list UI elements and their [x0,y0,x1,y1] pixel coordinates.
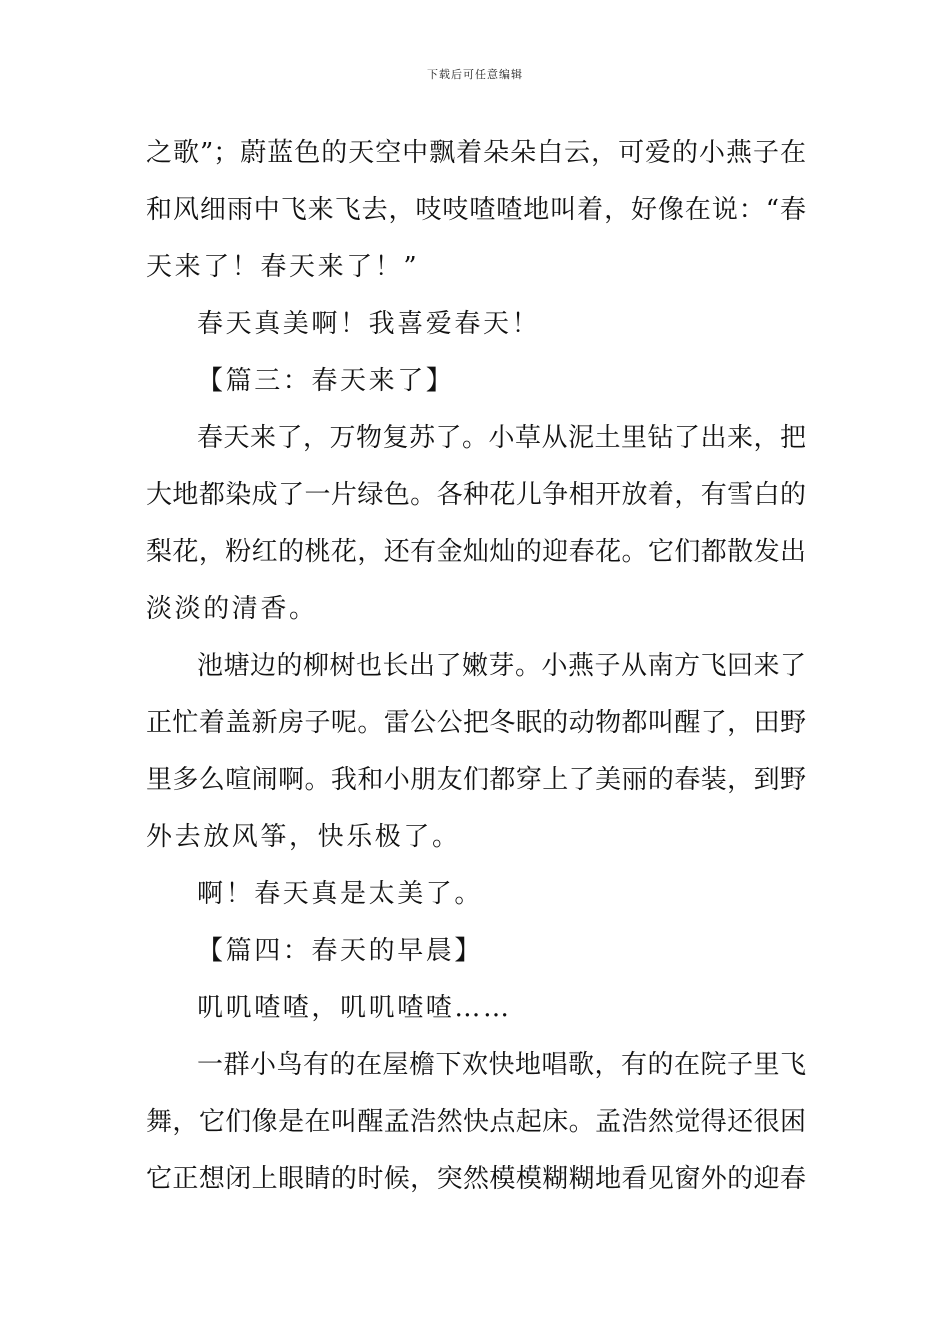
paragraph-line: 春天来了，万物复苏了。小草从泥土里钻了出来，把 [197,423,806,453]
text-line: 外去放风筝，快乐极了。 [146,822,461,852]
text-line: 之歌”；蔚蓝色的天空中飘着朵朵白云，可爱的小燕子在 [146,138,806,168]
text-line: 里多么喧闹啊。我和小朋友们都穿上了美丽的春装，到野 [146,765,806,795]
section-heading: 【篇三：春天来了】 [197,366,455,396]
paragraph-line: 啊！春天真是太美了。 [197,879,484,909]
text-line: 它正想闭上眼睛的时候，突然模模糊糊地看见窗外的迎春 [146,1164,806,1194]
text-line: 梨花，粉红的桃花，还有金灿灿的迎春花。它们都散发出 [146,537,806,567]
text-line: 和风细雨中飞来飞去，吱吱喳喳地叫着，好像在说：“春 [146,195,806,225]
text-line: 舞，它们像是在叫醒孟浩然快点起床。孟浩然觉得还很困 [146,1107,806,1137]
text-line: 淡淡的清香。 [146,594,318,624]
paragraph-line: 池塘边的柳树也长出了嫩芽。小燕子从南方飞回来了 [197,651,806,681]
text-line: 天来了！春天来了！” [146,252,420,282]
page-header: 下载后可任意编辑 [427,68,523,81]
paragraph-line: 春天真美啊！我喜爱春天！ [197,309,541,339]
text-line: 大地都染成了一片绿色。各种花儿争相开放着，有雪白的 [146,480,806,510]
paragraph-line: 一群小鸟有的在屋檐下欢快地唱歌，有的在院子里飞 [197,1050,806,1080]
text-line: 正忙着盖新房子呢。雷公公把冬眠的动物都叫醒了，田野 [146,708,806,738]
section-heading: 【篇四：春天的早晨】 [197,936,484,966]
paragraph-line: 叽叽喳喳，叽叽喳喳…… [197,993,512,1023]
